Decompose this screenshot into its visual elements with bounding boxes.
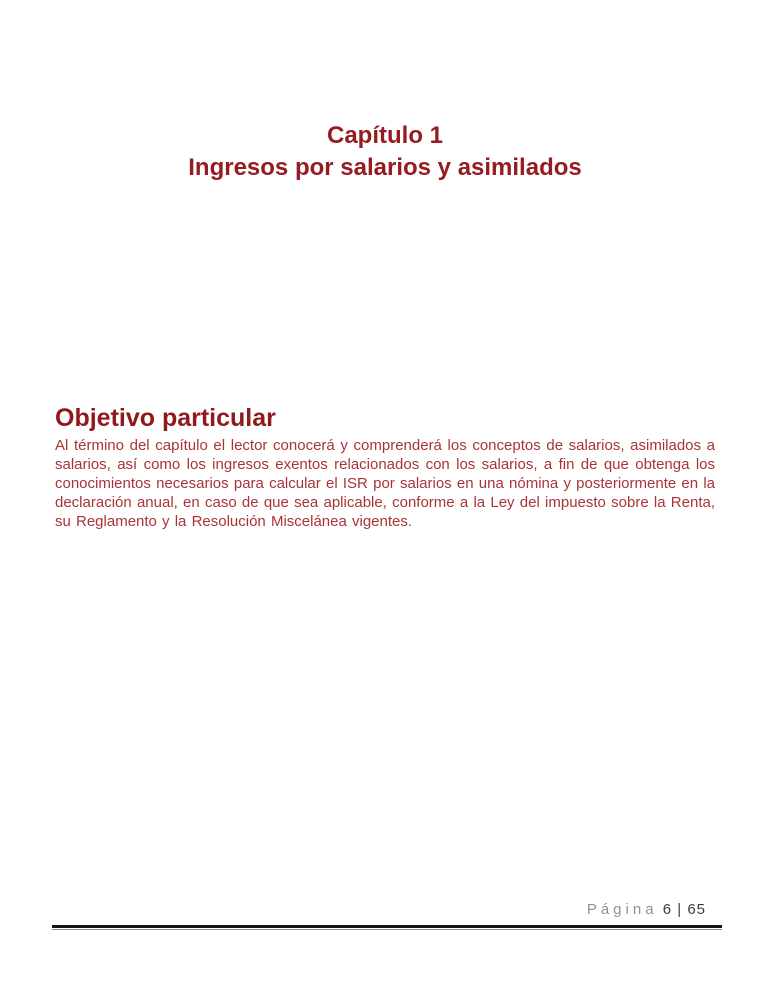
footer-page-label: Página: [586, 901, 658, 918]
chapter-title-line2: Ingresos por salarios y asimilados: [188, 154, 582, 181]
section-paragraph: Al término del capítulo el lector conocerá y comprenderá los conceptos de salarios, asimilados a salarios, así como los ingresos exentos relacionados con los salarios, a fin de que obtenga los conocimientos necesarios para calcular el ISR por salarios en una nómina y posteriormente en la declaración anual, en caso de que sea aplicable, conforme a la Ley del impuesto sobre la Renta, su Reglamento y la Resolución Miscelánea vigentes.: [55, 437, 715, 530]
footer-divider-thick-line: [52, 925, 722, 928]
section-heading: Objetivo particular: [55, 404, 276, 432]
footer-page-number: 6: [662, 901, 673, 918]
footer-divider-thin-line: [52, 929, 722, 930]
footer-total-pages: 65: [687, 901, 706, 918]
footer-divider: [52, 925, 722, 930]
chapter-title-line1: Capítulo 1: [326, 122, 443, 149]
footer-page-separator: |: [677, 901, 683, 918]
chapter-title: [55, 120, 715, 184]
page-footer: [587, 901, 706, 919]
